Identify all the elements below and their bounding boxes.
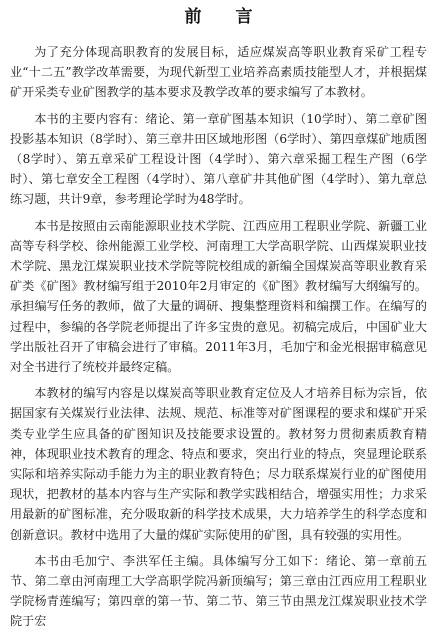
paragraph-authorship: 本书是按照由云南能源职业技术学院、江西应用工程职业学院、新疆工业高等专科学校、徐州能源工业学校、河南理工大学高职学院、山西煤炭职业技术学院、黑龙江煤炭职业技术学院等院校组成的新编全国煤炭高等职业教育采矿类《矿图》教材编写组于2010年2月审定的《矿图》教材编写大纲编写的。承担编写任务的教师，做了大量的调研、搜集整理资料和编撰工作。在编写的过程中，参编的各学院老师提出了许多宝贵的意见。初稿完成后，中国矿业大学出版社召开了审稿会进行了审稿。2011年3月，毛加宁和金光根据审稿意见对全书进行了统校并最终定稿。: [10, 218, 427, 375]
paragraph-contents: 本书的主要内容有：绪论、第一章矿图基本知识（10学时）、第二章矿图投影基本知识（8学时）、第三章井田区域地形图（6学时）、第四章煤矿地质图（8学时）、第五章采矿工程设计图（4学时）、第六章采掘工程生产图（6学时）、第七章安全工程图（4学时）、第八章矿井其他矿图（4学时）、第九章总练习题，共计9章，参考理论学时为48学时。: [10, 111, 427, 207]
paragraph-goal: 为了充分体现高职教育的发展目标，适应煤炭高等职业教育采矿工程专业“十二五”教学改革需要，为现代新型工业培养高素质技能型人才，并根据煤矿开采类专业矿图教学的基本要求及教学改革的要求编写了本教材。: [10, 45, 427, 100]
paragraph-principles: 本教材的编写内容是以煤炭高等职业教育定位及人才培养目标为宗旨，依据国家有关煤炭行业法律、法规、规范、标准等对矿图课程的要求和煤矿开采类专业学生应具备的矿图知识及技能要求设置的。教材努力贯彻素质教育精神，体现职业技术教育的理念、特点和要求，突出行业的特点，突显理论联系实际和培养实际动手能力为主的职业教育特色；尽力联系煤炭行业的矿图使用现状，把教材的基本内容与生产实际和教学实践相结合，增强实用性；力求采用最新的矿图标准，充分吸取新的科学技术成果，大力培养学生的科学态度和创新意识。教材中选用了大量的煤矿实际使用的矿图，具有较强的实用性。: [10, 386, 427, 542]
paragraph-editors: 本书由毛加宁、李洪军任主编。具体编写分工如下：绪论、第一章前五节、第二章由河南理工大学高职学院冯新顶编写；第三章由江西应用工程职业学院杨青莲编写；第四章的第一节、第二节、第三节由黑龙江煤炭职业技术学院于宏: [10, 553, 427, 629]
page-title: 前 言: [184, 7, 267, 27]
